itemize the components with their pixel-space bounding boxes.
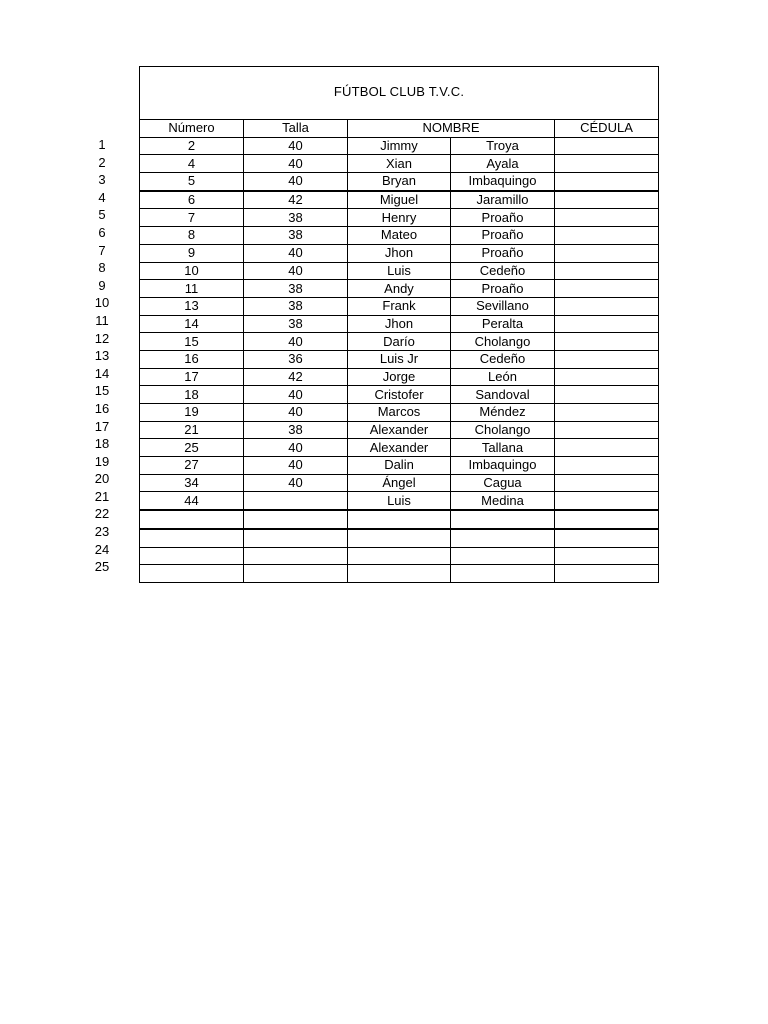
cell-nombre[interactable]: Jimmy xyxy=(348,137,451,155)
cell-nombre[interactable] xyxy=(348,510,451,529)
cell-cedula[interactable] xyxy=(555,529,659,547)
row-number: 12 xyxy=(94,330,110,346)
cell-cedula[interactable] xyxy=(555,386,659,404)
cell-cedula[interactable] xyxy=(555,155,659,173)
table-row xyxy=(140,209,659,227)
table-row xyxy=(140,155,659,173)
cell-apellido[interactable]: Cedeño xyxy=(451,350,555,368)
cell-numero[interactable]: 7 xyxy=(140,209,244,227)
cell-cedula[interactable] xyxy=(555,280,659,298)
row-number: 6 xyxy=(98,224,106,240)
cell-cedula[interactable] xyxy=(555,368,659,386)
cell-numero[interactable]: 6 xyxy=(140,191,244,209)
table-row xyxy=(140,315,659,333)
cell-talla[interactable]: 40 xyxy=(244,155,348,173)
cell-numero[interactable]: 17 xyxy=(140,368,244,386)
cell-numero[interactable] xyxy=(140,510,244,529)
cell-nombre[interactable] xyxy=(348,565,451,583)
cell-cedula[interactable] xyxy=(555,209,659,227)
table-row xyxy=(140,474,659,492)
cell-numero[interactable] xyxy=(140,529,244,547)
row-number: 11 xyxy=(95,312,109,328)
cell-nombre[interactable]: Luis Jr xyxy=(348,350,451,368)
cell-talla[interactable]: 38 xyxy=(244,421,348,439)
cell-nombre[interactable]: Luis xyxy=(348,492,451,510)
table-row xyxy=(140,510,659,529)
cell-apellido[interactable]: Cedeño xyxy=(451,262,555,280)
cell-cedula[interactable] xyxy=(555,439,659,457)
header-numero: Número xyxy=(140,120,244,138)
cell-apellido[interactable]: Imbaquingo xyxy=(451,173,555,191)
cell-nombre[interactable]: Jorge xyxy=(348,368,451,386)
cell-apellido[interactable]: Cholango xyxy=(451,421,555,439)
cell-nombre[interactable]: Marcos xyxy=(348,404,451,422)
row-number: 23 xyxy=(94,524,110,540)
table-row xyxy=(140,439,659,457)
cell-apellido[interactable]: Cagua xyxy=(451,474,555,492)
cell-numero[interactable]: 19 xyxy=(140,404,244,422)
cell-talla[interactable] xyxy=(244,492,348,510)
cell-cedula[interactable] xyxy=(555,333,659,351)
cell-nombre[interactable]: Xian xyxy=(348,155,451,173)
row-number: 19 xyxy=(94,453,110,469)
table-row xyxy=(140,421,659,439)
cell-talla[interactable]: 42 xyxy=(244,368,348,386)
cell-apellido[interactable]: Peralta xyxy=(451,315,555,333)
cell-nombre[interactable]: Jhon xyxy=(348,244,451,262)
cell-talla[interactable]: 40 xyxy=(244,333,348,351)
cell-talla[interactable]: 36 xyxy=(244,350,348,368)
cell-nombre[interactable] xyxy=(348,547,451,565)
table-row xyxy=(140,350,659,368)
cell-talla[interactable] xyxy=(244,510,348,529)
cell-talla[interactable] xyxy=(244,529,348,547)
row-number: 25 xyxy=(94,559,110,575)
cell-talla[interactable] xyxy=(244,565,348,583)
cell-cedula[interactable] xyxy=(555,350,659,368)
row-number: 18 xyxy=(94,436,110,452)
cell-numero[interactable]: 8 xyxy=(140,227,244,245)
cell-talla[interactable]: 38 xyxy=(244,297,348,315)
cell-apellido[interactable] xyxy=(451,547,555,565)
table-row xyxy=(140,386,659,404)
cell-apellido[interactable]: Imbaquingo xyxy=(451,457,555,475)
row-number: 20 xyxy=(94,471,110,487)
table-row xyxy=(140,137,659,155)
cell-talla[interactable]: 40 xyxy=(244,137,348,155)
table-row xyxy=(140,368,659,386)
cell-apellido[interactable]: Proaño xyxy=(451,280,555,298)
cell-nombre[interactable]: Dalin xyxy=(348,457,451,475)
cell-nombre[interactable]: Mateo xyxy=(348,227,451,245)
roster-table xyxy=(139,119,659,583)
cell-numero[interactable]: 34 xyxy=(140,474,244,492)
cell-nombre[interactable]: Jhon xyxy=(348,315,451,333)
cell-cedula[interactable] xyxy=(555,547,659,565)
cell-nombre[interactable]: Bryan xyxy=(348,173,451,191)
cell-talla[interactable]: 38 xyxy=(244,209,348,227)
row-number: 14 xyxy=(94,365,110,381)
cell-cedula[interactable] xyxy=(555,492,659,510)
cell-nombre[interactable]: Alexander xyxy=(348,439,451,457)
table-row xyxy=(140,280,659,298)
cell-nombre[interactable]: Miguel xyxy=(348,191,451,209)
row-number: 9 xyxy=(98,277,106,293)
cell-nombre[interactable] xyxy=(348,529,451,547)
cell-cedula[interactable] xyxy=(555,297,659,315)
table-row xyxy=(140,565,659,583)
row-number-column xyxy=(82,136,122,576)
cell-numero[interactable]: 18 xyxy=(140,386,244,404)
cell-apellido[interactable]: Medina xyxy=(451,492,555,510)
cell-numero[interactable]: 9 xyxy=(140,244,244,262)
cell-cedula[interactable] xyxy=(555,173,659,191)
cell-cedula[interactable] xyxy=(555,315,659,333)
table-row xyxy=(140,262,659,280)
row-number: 13 xyxy=(94,348,110,364)
table-row xyxy=(140,333,659,351)
cell-numero[interactable]: 21 xyxy=(140,421,244,439)
cell-apellido[interactable] xyxy=(451,510,555,529)
cell-talla[interactable]: 38 xyxy=(244,315,348,333)
cell-nombre[interactable]: Darío xyxy=(348,333,451,351)
cell-talla[interactable]: 40 xyxy=(244,439,348,457)
cell-apellido[interactable]: Cholango xyxy=(451,333,555,351)
cell-apellido[interactable]: Sandoval xyxy=(451,386,555,404)
cell-apellido[interactable]: León xyxy=(451,368,555,386)
cell-talla[interactable]: 42 xyxy=(244,191,348,209)
table-row xyxy=(140,404,659,422)
cell-talla[interactable]: 40 xyxy=(244,404,348,422)
cell-numero[interactable]: 5 xyxy=(140,173,244,191)
row-number: 7 xyxy=(98,242,106,258)
cell-apellido[interactable]: Proaño xyxy=(451,209,555,227)
cell-apellido[interactable]: Proaño xyxy=(451,227,555,245)
cell-nombre[interactable]: Henry xyxy=(348,209,451,227)
cell-cedula[interactable] xyxy=(555,421,659,439)
row-number: 4 xyxy=(98,189,106,205)
cell-apellido[interactable]: Jaramillo xyxy=(451,191,555,209)
cell-numero[interactable]: 10 xyxy=(140,262,244,280)
table-row xyxy=(140,191,659,209)
table-row xyxy=(140,457,659,475)
cell-numero[interactable]: 27 xyxy=(140,457,244,475)
cell-cedula[interactable] xyxy=(555,404,659,422)
cell-nombre[interactable]: Ángel xyxy=(348,474,451,492)
cell-nombre[interactable]: Andy xyxy=(348,280,451,298)
cell-cedula[interactable] xyxy=(555,227,659,245)
row-number: 10 xyxy=(94,295,110,311)
cell-numero[interactable] xyxy=(140,547,244,565)
header-cedula: CÉDULA xyxy=(555,120,659,138)
cell-cedula[interactable] xyxy=(555,457,659,475)
header-row xyxy=(140,120,659,138)
cell-cedula[interactable] xyxy=(555,510,659,529)
table-row xyxy=(140,244,659,262)
cell-apellido[interactable] xyxy=(451,565,555,583)
cell-talla[interactable]: 40 xyxy=(244,173,348,191)
table-row xyxy=(140,547,659,565)
cell-numero[interactable]: 14 xyxy=(140,315,244,333)
cell-talla[interactable] xyxy=(244,547,348,565)
row-number: 24 xyxy=(94,541,110,557)
cell-apellido[interactable]: Méndez xyxy=(451,404,555,422)
cell-talla[interactable]: 40 xyxy=(244,474,348,492)
row-number: 8 xyxy=(98,260,106,276)
cell-talla[interactable]: 38 xyxy=(244,280,348,298)
cell-numero[interactable] xyxy=(140,565,244,583)
cell-nombre[interactable]: Cristofer xyxy=(348,386,451,404)
cell-numero[interactable]: 25 xyxy=(140,439,244,457)
row-number: 1 xyxy=(98,137,106,152)
cell-apellido[interactable]: Troya xyxy=(451,137,555,155)
cell-nombre[interactable]: Alexander xyxy=(348,421,451,439)
cell-numero[interactable]: 16 xyxy=(140,350,244,368)
cell-talla[interactable]: 40 xyxy=(244,262,348,280)
cell-cedula[interactable] xyxy=(555,262,659,280)
row-number: 3 xyxy=(98,172,106,188)
cell-numero[interactable]: 13 xyxy=(140,297,244,315)
row-number: 16 xyxy=(94,400,110,416)
table-row xyxy=(140,297,659,315)
cell-cedula[interactable] xyxy=(555,137,659,155)
table-row xyxy=(140,227,659,245)
cell-talla[interactable]: 38 xyxy=(244,227,348,245)
row-number: 15 xyxy=(94,383,110,399)
cell-numero[interactable]: 44 xyxy=(140,492,244,510)
cell-nombre[interactable]: Luis xyxy=(348,262,451,280)
title-cell xyxy=(139,66,659,120)
header-nombre: NOMBRE xyxy=(348,120,555,138)
cell-apellido[interactable]: Sevillano xyxy=(451,297,555,315)
cell-cedula[interactable] xyxy=(555,474,659,492)
row-number: 21 xyxy=(94,488,110,504)
table-row xyxy=(140,492,659,510)
cell-numero[interactable]: 4 xyxy=(140,155,244,173)
row-number: 2 xyxy=(98,154,106,170)
cell-nombre[interactable]: Frank xyxy=(348,297,451,315)
table-row xyxy=(140,529,659,547)
cell-numero[interactable]: 15 xyxy=(140,333,244,351)
table-row xyxy=(140,173,659,191)
cell-talla[interactable]: 40 xyxy=(244,244,348,262)
cell-talla[interactable]: 40 xyxy=(244,457,348,475)
cell-cedula[interactable] xyxy=(555,565,659,583)
cell-apellido[interactable] xyxy=(451,529,555,547)
page-title: FÚTBOL CLUB T.V.C. xyxy=(333,84,465,99)
cell-cedula[interactable] xyxy=(555,191,659,209)
header-talla: Talla xyxy=(244,120,348,138)
cell-numero[interactable]: 11 xyxy=(140,280,244,298)
cell-cedula[interactable] xyxy=(555,244,659,262)
cell-apellido[interactable]: Proaño xyxy=(451,244,555,262)
cell-apellido[interactable]: Tallana xyxy=(451,439,555,457)
cell-apellido[interactable]: Ayala xyxy=(451,155,555,173)
cell-numero[interactable]: 2 xyxy=(140,137,244,155)
row-number: 17 xyxy=(94,418,110,434)
row-number: 5 xyxy=(98,207,106,223)
cell-talla[interactable]: 40 xyxy=(244,386,348,404)
row-number: 22 xyxy=(94,506,110,522)
